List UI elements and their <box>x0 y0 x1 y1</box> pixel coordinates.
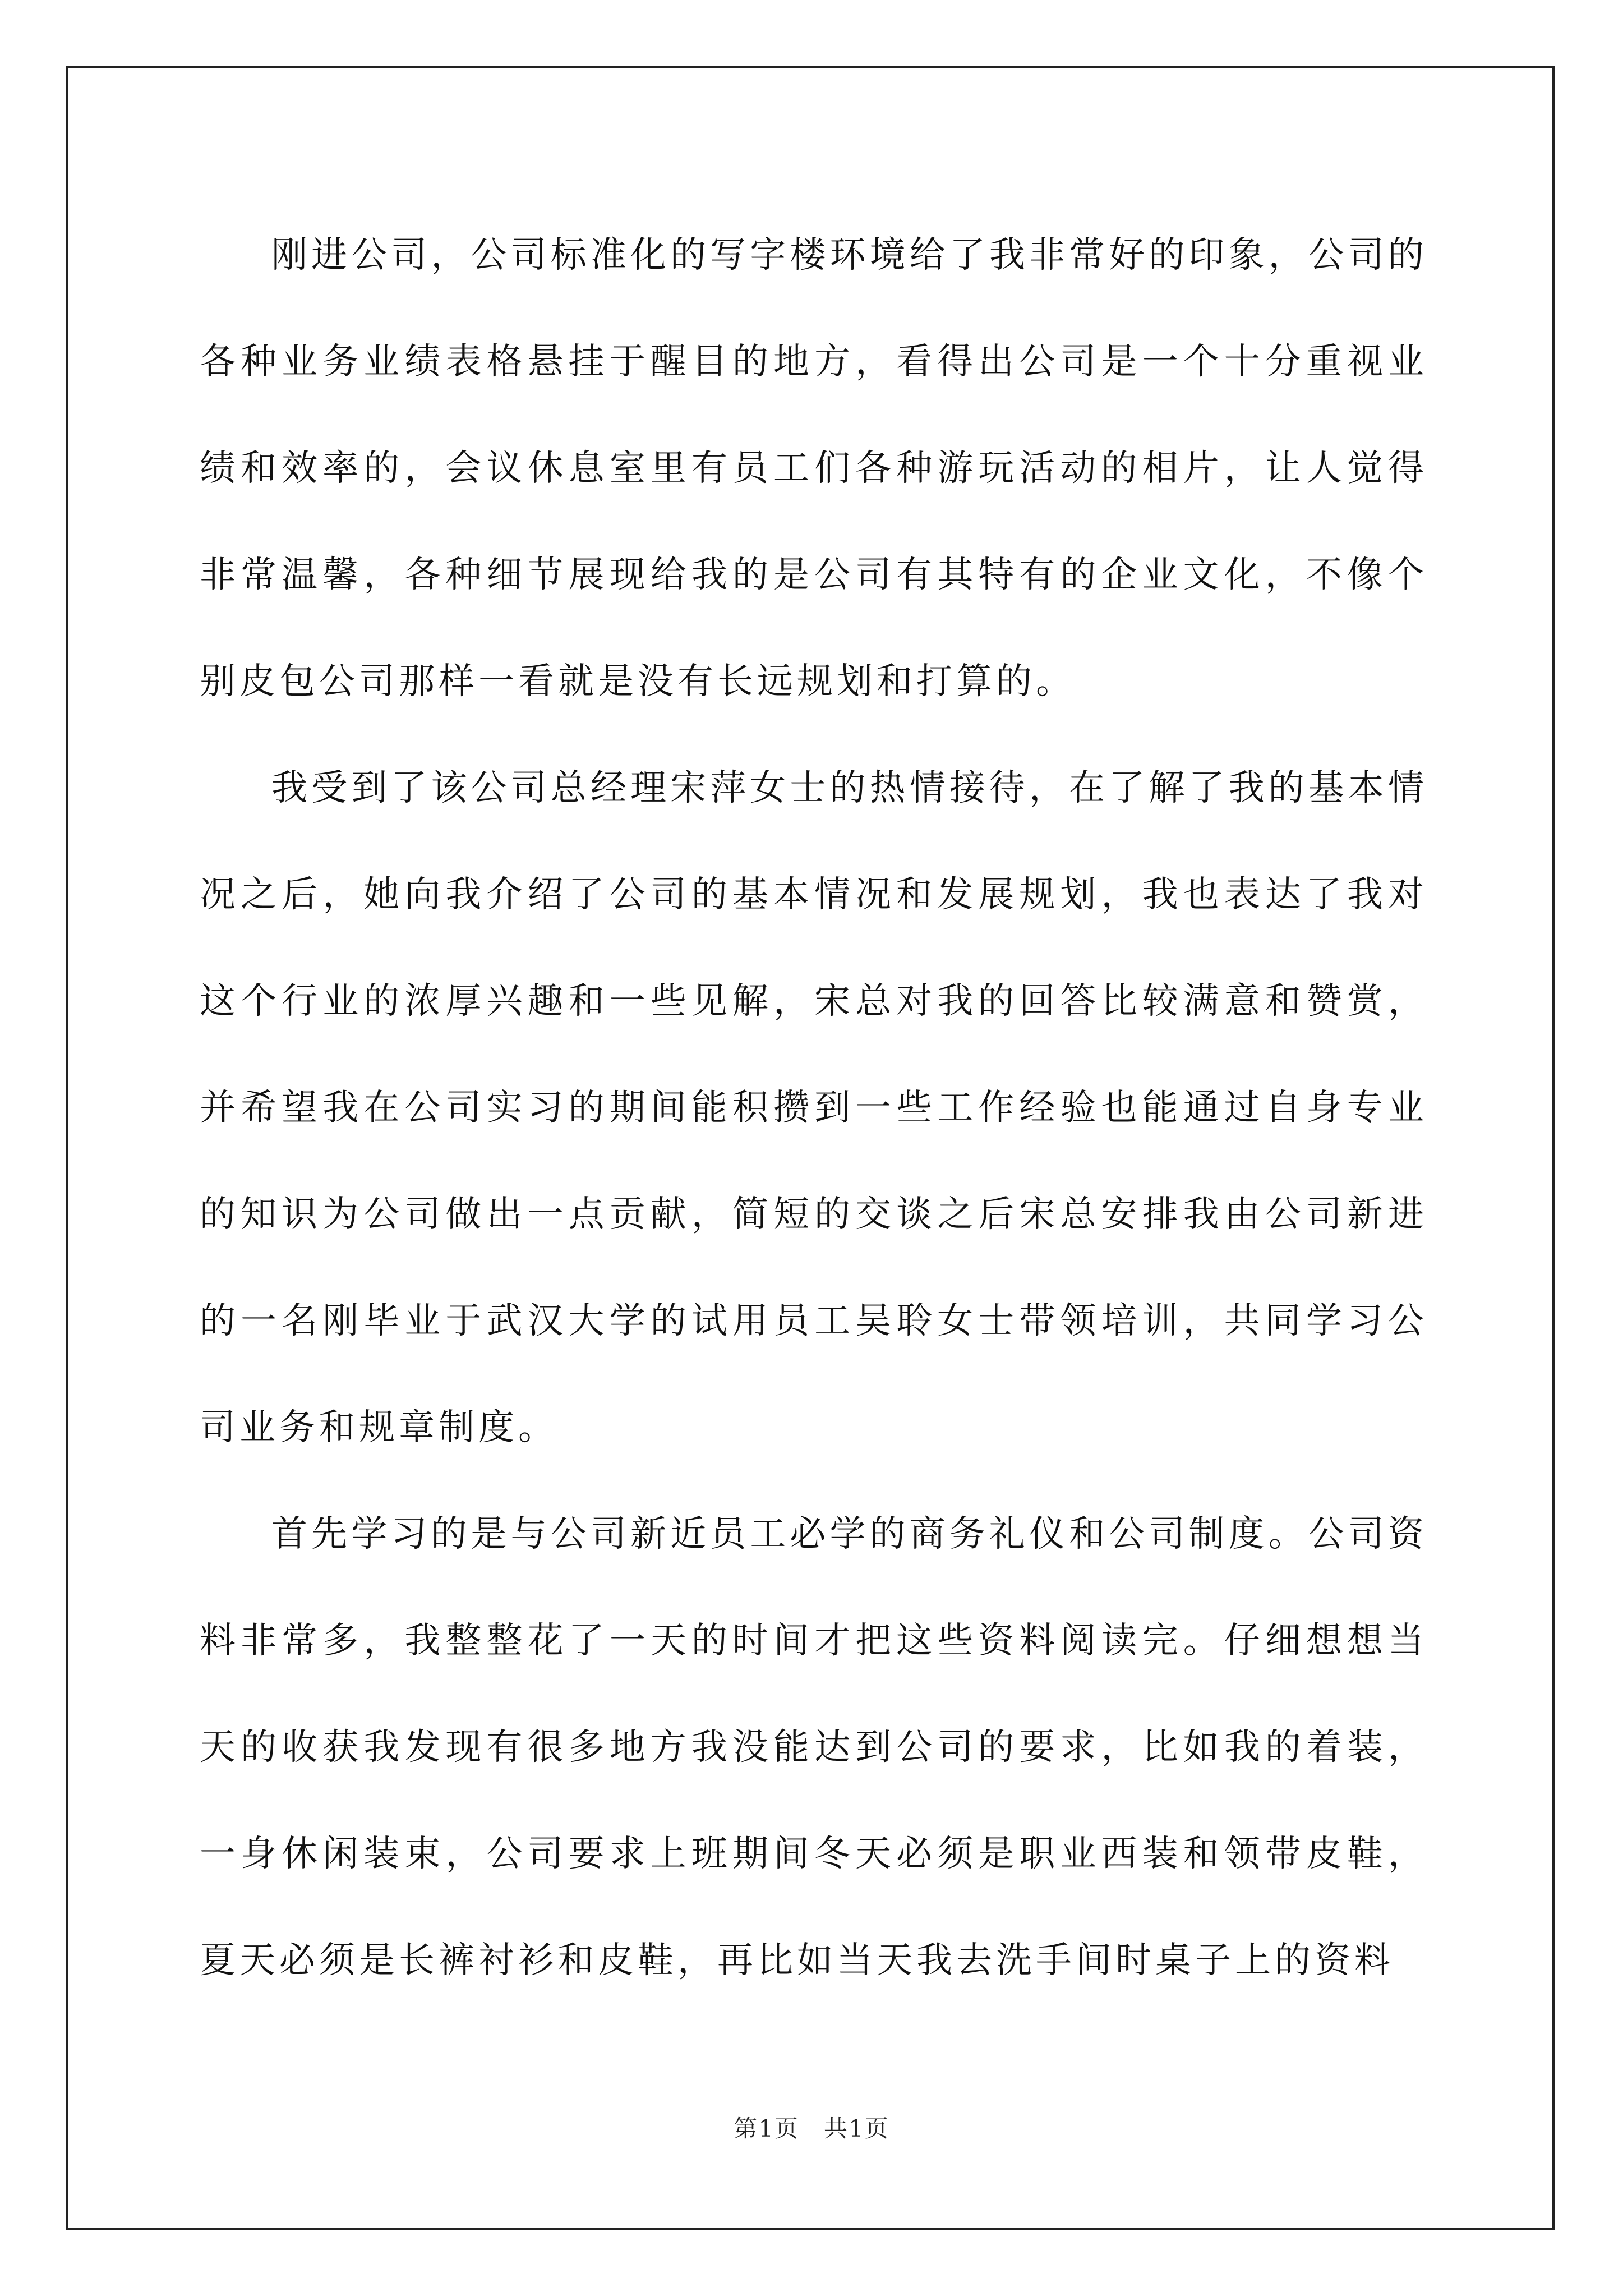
paragraph-2: 我受到了该公司总经理宋萍女士的热情接待，在了解了我的基本情况之后，她向我介绍了公司的基本情况和发展规划，我也表达了我对这个行业的浓厚兴趣和一些见解，宋总对我的回答比较满意和赞赏，并希望我在公司实习的期间能积攒到一些工作经验也能通过自身专业的知识为公司做出一点贡献，简短的交谈之后宋总安排我由公司新进的一名刚毕业于武汉大学的试用员工吴聆女士带领培训，共同学习公司业务和规章制度。 <box>200 767 1428 1448</box>
document-body <box>200 202 1428 2014</box>
paragraph-3: 首先学习的是与公司新近员工必学的商务礼仪和公司制度。公司资料非常多，我整整花了一天的时间才把这些资料阅读完。仔细想想当天的收获我发现有很多地方我没能达到公司的要求，比如我的着装，一身休闲装束，公司要求上班期间冬天必须是职业西装和领带皮鞋，夏天必须是长裤衬衫和皮鞋，再比如当天我去洗手间时桌子上的资料 <box>200 1513 1428 1981</box>
page-number-footer: 第1页 共1页 <box>734 2115 889 2142</box>
paragraph-1: 刚进公司，公司标准化的写字楼环境给了我非常好的印象，公司的各种业务业绩表格悬挂于醒目的地方，看得出公司是一个十分重视业绩和效率的，会议休息室里有员工们各种游玩活动的相片，让人觉得非常温馨，各种细节展现给我的是公司有其特有的企业文化，不像个别皮包公司那样一看就是没有长远规划和打算的。 <box>200 234 1428 702</box>
